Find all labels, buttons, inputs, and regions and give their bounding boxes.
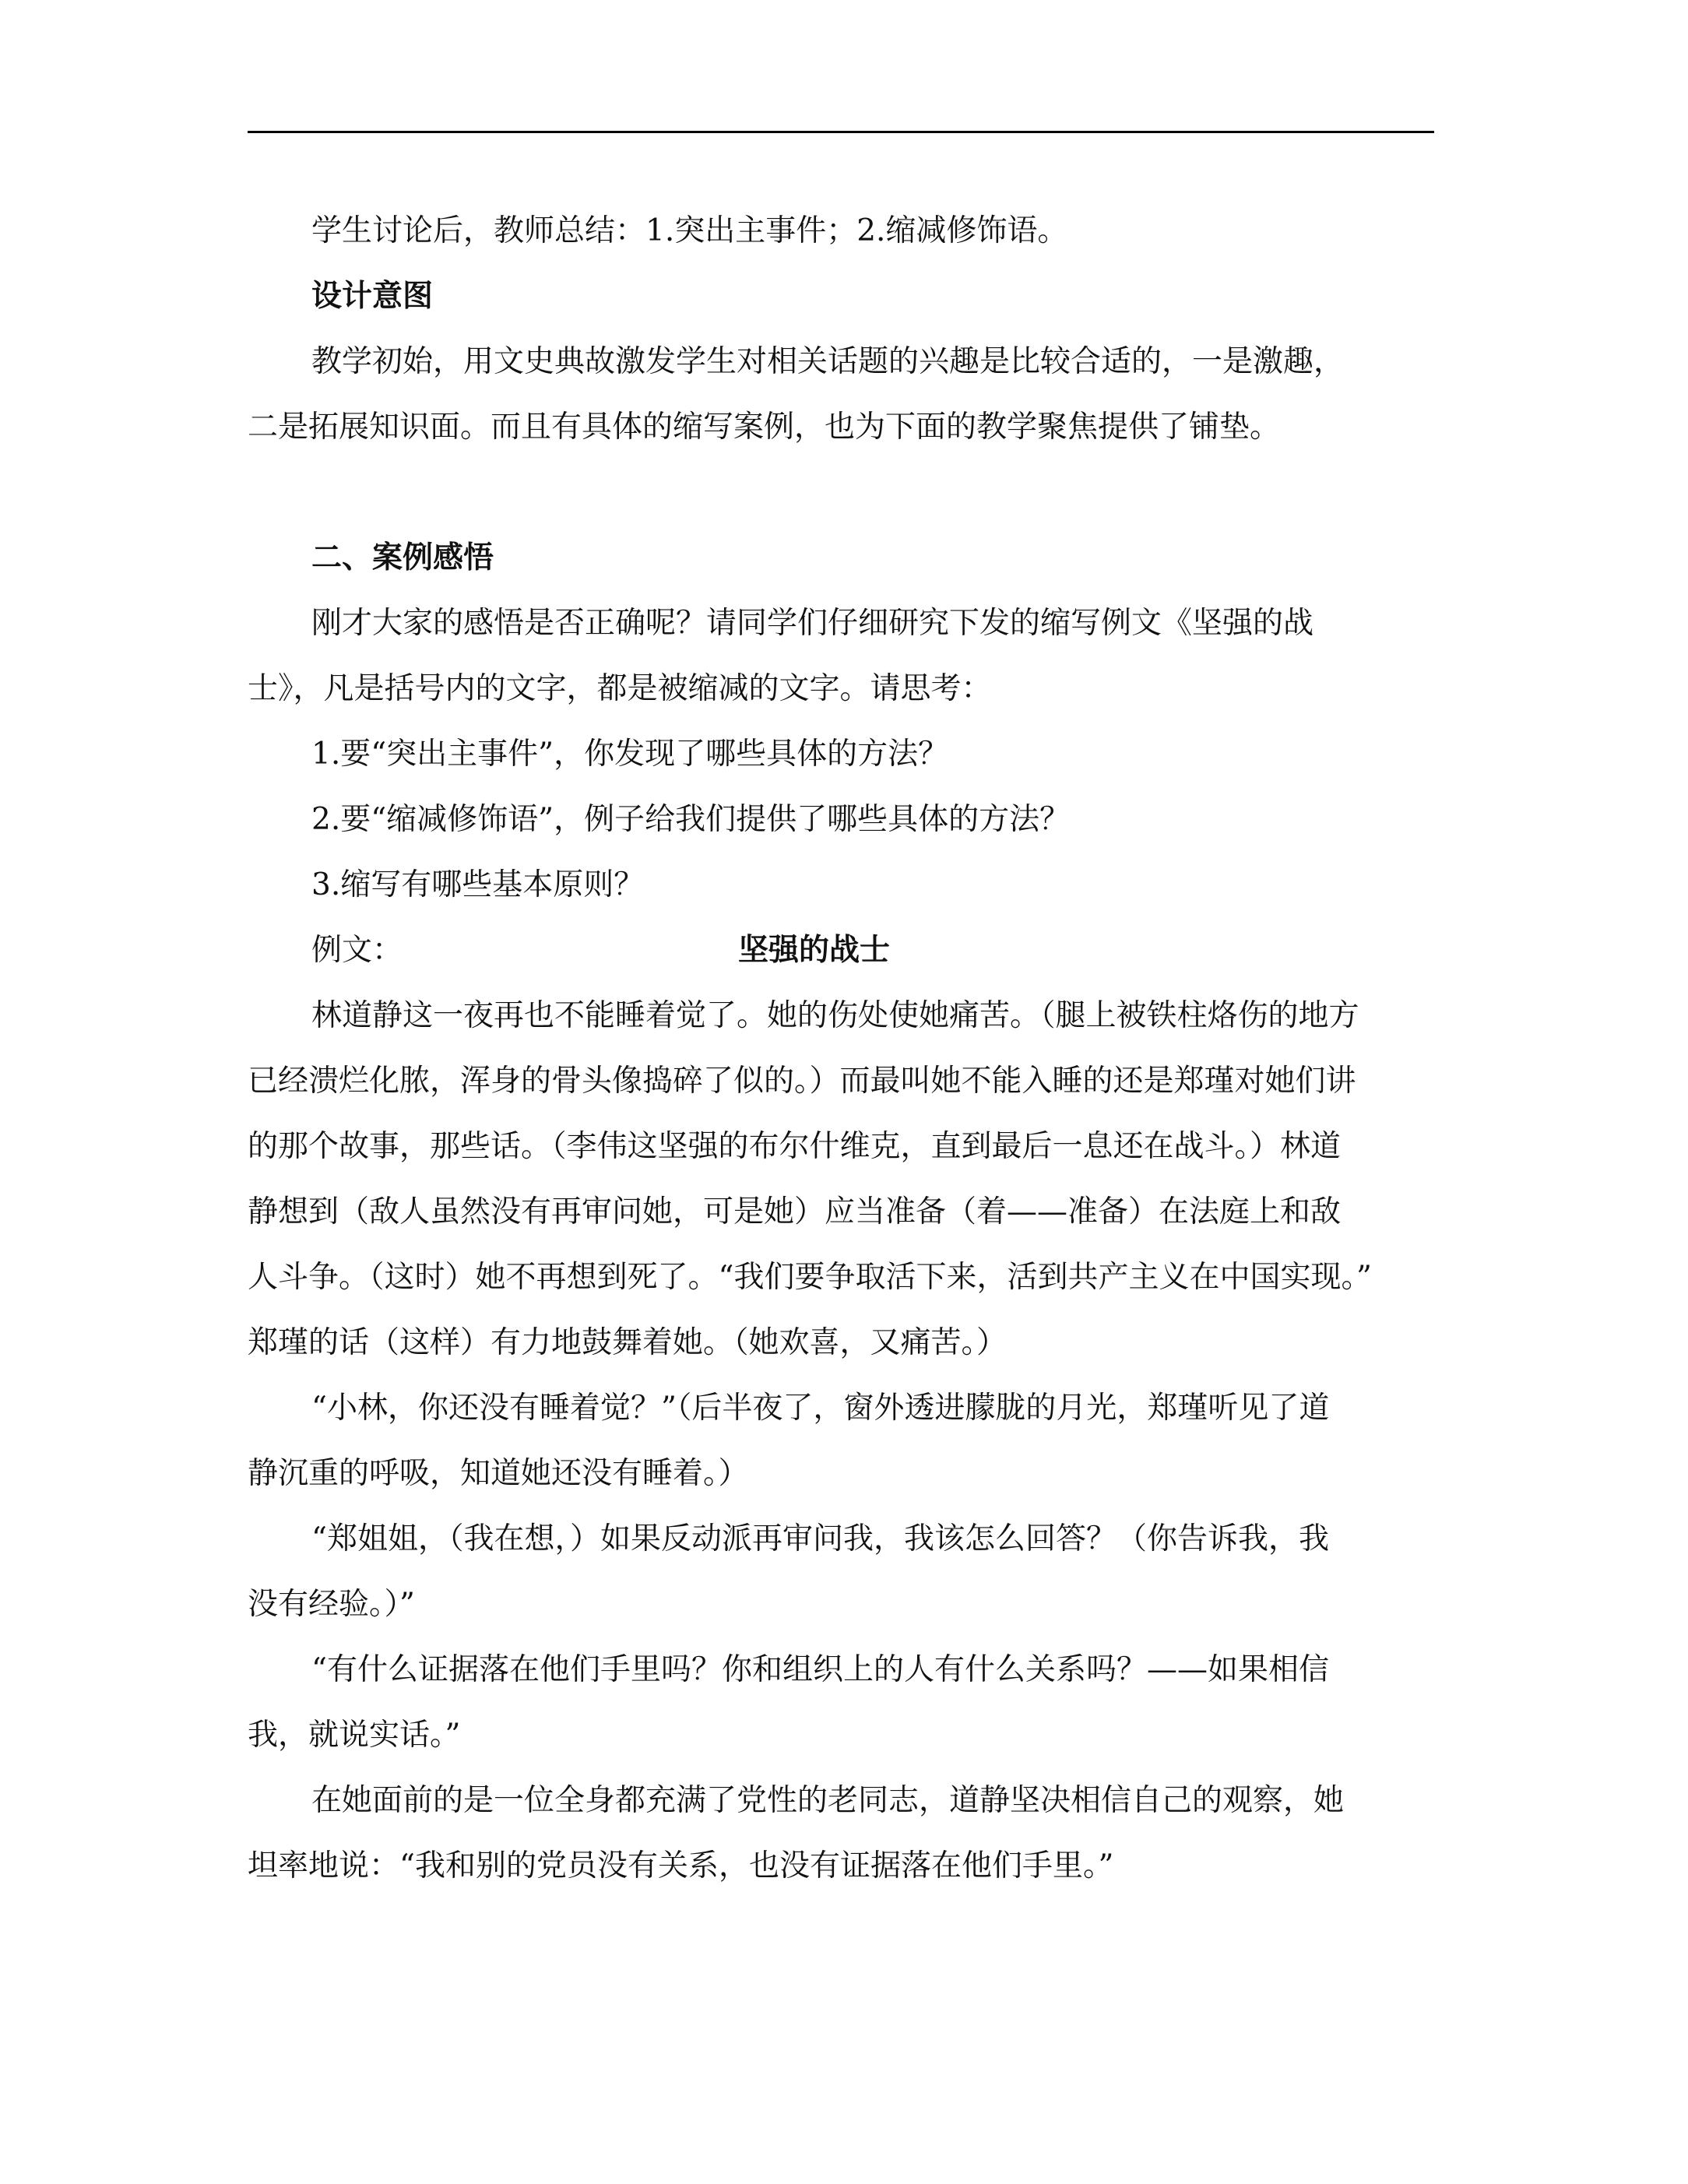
- story-line: “有什么证据落在他们手里吗？你和组织上的人有什么关系吗？——如果相信: [311, 1652, 1329, 1687]
- story-line: 在她面前的是一位全身都充满了党性的老同志，道静坚决相信自己的观察，她: [311, 1783, 1345, 1818]
- text-line: 士》，凡是括号内的文字，都是被缩减的文字。请思考：: [248, 671, 992, 706]
- document-body: [248, 199, 1434, 1899]
- text-line: 1.要“突出主事件”，你发现了哪些具体的方法？: [311, 737, 949, 772]
- story-line: “郑姐姐，（我在想，）如果反动派再审问我，我该怎么回答？（你告诉我，我: [311, 1521, 1329, 1556]
- text-line: 学生讨论后，教师总结：1.突出主事件；2.缩减修饰语。: [311, 213, 1068, 248]
- example-title: 坚强的战士: [738, 933, 891, 968]
- text-line: 3.缩写有哪些基本原则？: [311, 867, 645, 902]
- text-line: 二是拓展知识面。而且有具体的缩写案例，也为下面的教学聚焦提供了铺垫。: [248, 410, 1281, 445]
- example-label: 例文：: [311, 933, 403, 968]
- story-line: 静沉重的呼吸，知道她还没有睡着。）: [248, 1456, 749, 1491]
- story-line: 已经溃烂化脓，浑身的骨头像捣碎了似的。）而最叫她不能入睡的还是郑瑾对她们讲: [248, 1064, 1356, 1099]
- story-line: 我，就说实话。”: [248, 1718, 461, 1753]
- section-heading: 二、案例感悟: [311, 540, 494, 575]
- text-line: 教学初始，用文史典故激发学生对相关话题的兴趣是比较合适的，一是激趣，: [311, 344, 1345, 379]
- example-heading-line: [248, 918, 1434, 983]
- intro-section: [248, 199, 1434, 918]
- example-story: [248, 983, 1434, 1899]
- story-line: 坦率地说：“我和别的党员没有关系，也没有证据落在他们手里。”: [248, 1848, 1114, 1883]
- text-line: 刚才大家的感悟是否正确呢？请同学们仔细研究下发的缩写例文《坚强的战: [311, 606, 1314, 641]
- story-line: 静想到（敌人虽然没有再审问她，可是她）应当准备（着——准备）在法庭上和敌: [248, 1194, 1342, 1229]
- story-line: 没有经验。）”: [248, 1587, 415, 1622]
- story-line: 的那个故事，那些话。（李伟这坚强的布尔什维克，直到最后一息还在战斗。）林道: [248, 1129, 1342, 1164]
- section-heading: 设计意图: [311, 279, 434, 314]
- story-line: 郑瑾的话（这样）有力地鼓舞着她。（她欢喜，又痛苦。）: [248, 1325, 1008, 1360]
- story-line: 人斗争。（这时）她不再想到死了。“我们要争取活下来，活到共产主义在中国实现。”: [248, 1260, 1372, 1295]
- story-line: 林道静这一夜再也不能睡着觉了。她的伤处使她痛苦。（腿上被铁柱烙伤的地方: [311, 998, 1359, 1033]
- text-line: 2.要“缩减修饰语”，例子给我们提供了哪些具体的方法？: [311, 802, 1071, 837]
- story-line: “小林，你还没有睡着觉？”（后半夜了，窗外透进朦胧的月光，郑瑾听见了道: [311, 1391, 1330, 1426]
- paragraph-spacer: [248, 460, 1434, 526]
- header-rule: [248, 131, 1434, 133]
